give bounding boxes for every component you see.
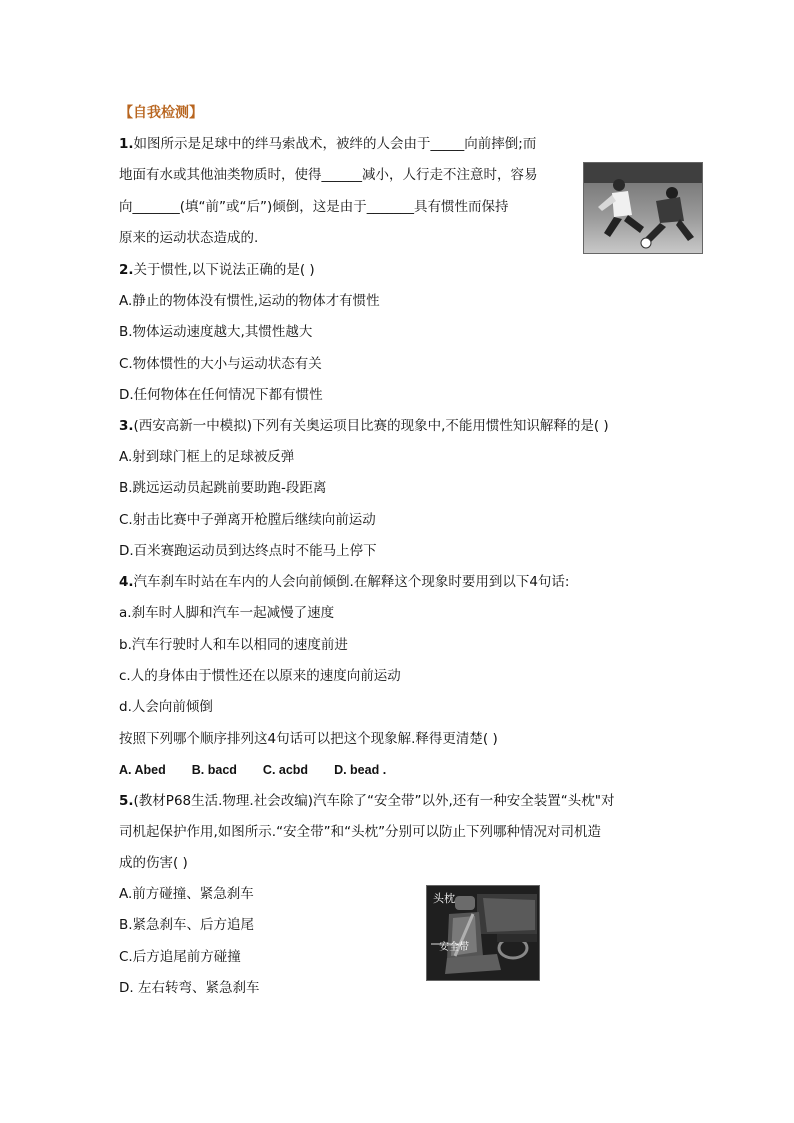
q4-choices	[119, 760, 412, 780]
q5-option-d: D. 左右转弯、紧急刹车	[119, 980, 260, 996]
q1-text-1: 如图所示是足球中的绊马索战术，被绊的人会由于_____向前摔倒;而	[133, 136, 537, 152]
q4-choice-c: C. acbd	[262, 763, 309, 777]
q3-option-a: A.射到球门框上的足球被反弹	[119, 449, 295, 465]
q2-number: 2.	[119, 262, 134, 278]
q1-line-4: 原来的运动状态造成的.	[119, 230, 259, 246]
q2-option-d: D.任何物体在任何情况下都有惯性	[119, 387, 323, 403]
q4-sentence-b: b.汽车行驶时人和车以相同的速度前进	[119, 637, 348, 653]
q4-sentence-a: a.刹车时人脚和汽车一起减慢了速度	[119, 605, 335, 621]
label-seatbelt: 安全带	[439, 942, 469, 953]
q4-stem-text: 汽车刹车时站在车内的人会向前倾倒.在解释这个现象时要用到以下4句话:	[133, 574, 570, 590]
q5-option-c: C.后方追尾前方碰撞	[119, 949, 241, 965]
q4-question: 按照下列哪个顺序排列这4句话可以把这个现象解.释得更清楚( )	[119, 731, 498, 747]
q5-number: 5.	[119, 793, 134, 809]
q1-line-3: 向_______(填“前”或“后”)倾倒，这是由于_______具有惯性而保持	[119, 199, 509, 215]
q5-option-b: B.紧急刹车、后方追尾	[119, 917, 255, 933]
car-seat-image	[427, 886, 539, 980]
q5-option-a: A.前方碰撞、紧急刹车	[119, 886, 254, 902]
q2-option-a: A.静止的物体没有惯性,运动的物体才有惯性	[119, 293, 380, 309]
q4-sentence-c: c.人的身体由于惯性还在以原来的速度向前运动	[119, 668, 401, 684]
q2-option-c: C.物体惯性的大小与运动状态有关	[119, 356, 322, 372]
q4-choice-b: B. bacd	[191, 763, 237, 777]
q5-line-2: 司机起保护作用,如图所示.“安全带”和“头枕”分别可以防止下列哪种情况对司机造	[119, 824, 602, 840]
q4-choice-a: A. Abed	[119, 763, 166, 777]
q2-option-b: B.物体运动速度越大,其惯性越大	[119, 324, 313, 340]
q3-stem	[119, 416, 609, 436]
q4-stem	[119, 572, 569, 592]
q5-line-3: 成的伤害( )	[119, 855, 188, 871]
q1-line-2: 地面有水或其他油类物质时，使得______减小，人行走不注意时，容易	[119, 167, 538, 183]
q5-line-1	[119, 791, 614, 811]
q3-option-c: C.射击比赛中子弹离开枪膛后继续向前运动	[119, 512, 376, 528]
q3-number: 3.	[119, 418, 134, 434]
q2-stem	[119, 260, 315, 280]
soccer-tackle-photo	[583, 162, 703, 254]
soccer-tackle-image	[584, 163, 702, 253]
q1-line-1	[119, 134, 536, 154]
q1-number: 1.	[119, 136, 134, 152]
q3-stem-text: (西安高新一中模拟)下列有关奥运项目比赛的现象中,不能用惯性知识解释的是( )	[133, 418, 609, 434]
label-headrest: 头枕	[433, 892, 455, 905]
car-seat-photo	[426, 885, 540, 981]
q4-number: 4.	[119, 574, 134, 590]
section-title: 【自我检测】	[119, 105, 203, 121]
q3-option-d: D.百米赛跑运动员到达终点时不能马上停下	[119, 543, 377, 559]
q5-text-1: (教材P68生活.物理.社会改编)汽车除了“安全带”以外,还有一种安全装置“头枕"对	[133, 793, 615, 809]
q3-option-b: B.跳远运动员起跳前要助跑-段距离	[119, 480, 327, 496]
q4-choice-d: D. bead .	[334, 763, 387, 777]
q2-stem-text: 关于惯性,以下说法正确的是( )	[133, 262, 315, 278]
q4-sentence-d: d.人会向前倾倒	[119, 699, 213, 715]
